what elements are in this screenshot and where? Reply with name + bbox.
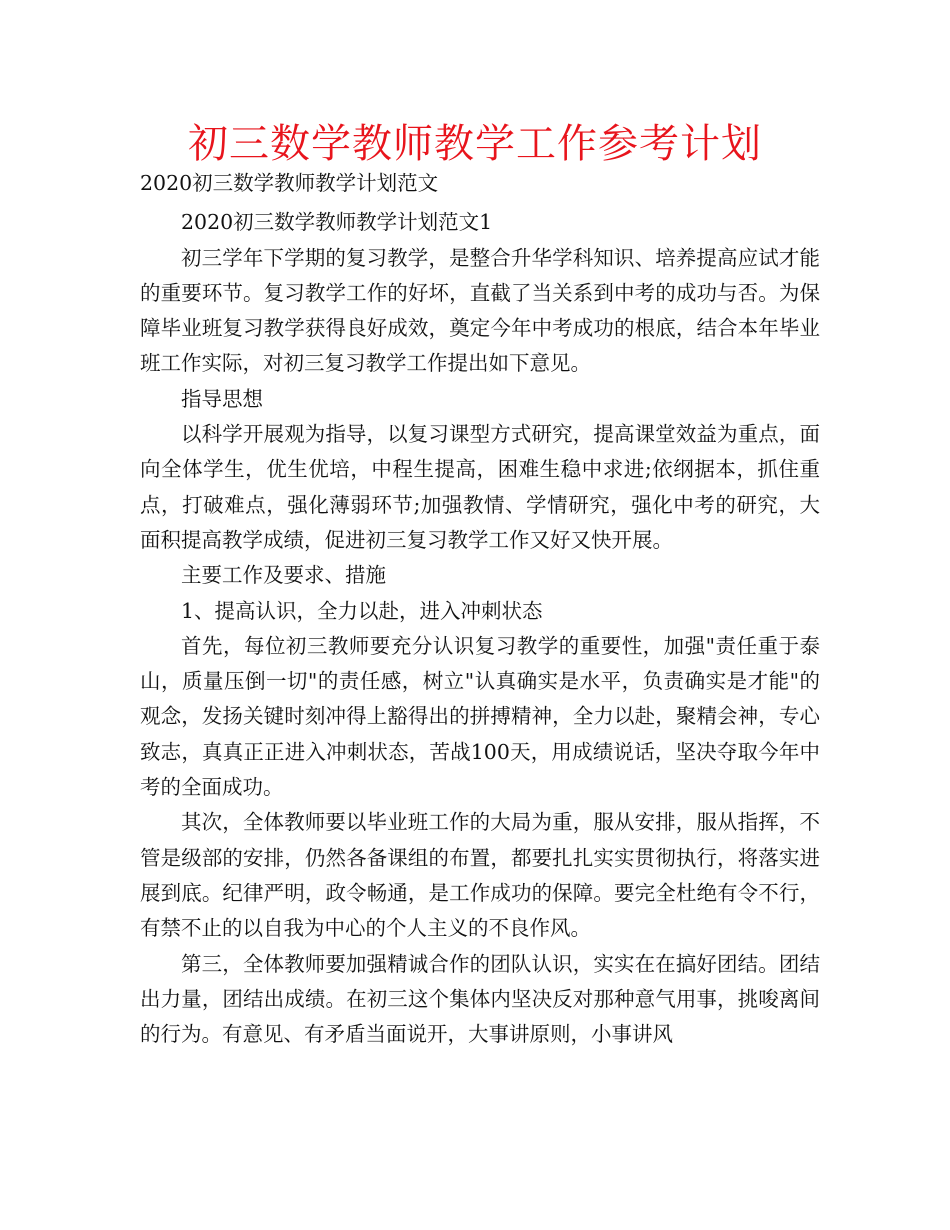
document-subtitle: 2020初三数学教师教学计划范文: [140, 171, 439, 195]
document-body: [140, 166, 820, 1052]
section-heading: 主要工作及要求、措施: [181, 563, 386, 588]
paragraph-first: 首先，每位初三教师要充分认识复习教学的重要性，加强"责任重于泰山，质量压倒一切"的责任感，树立"认真确实是水平，负责确实是才能"的观念，发扬关键时刻冲得上豁得出的拼搏精神，全力以赴，聚精会神，专心致志，真真正正进入冲刺状态，苦战100天，用成绩说话，坚决夺取今年中考的全面成功。: [140, 633, 820, 800]
section-heading: 指导思想: [181, 386, 263, 411]
paragraph-guidance: 以科学开展观为指导，以复习课型方式研究，提高课堂效益为重点，面向全体学生，优生优培，中程生提高，困难生稳中求进;依纲据本，抓住重点，打破难点，强化薄弱环节;加强教情、学情研究，强化中考的研究，大面积提高教学成绩，促进初三复习教学工作又好又快开展。: [140, 422, 820, 552]
document-title: 初三数学教师教学工作参考计划: [188, 121, 762, 167]
paragraph-second: 其次，全体教师要以毕业班工作的大局为重，服从安排，服从指挥，不管是级部的安排，仍然各备课组的布置，都要扎扎实实贯彻执行，将落实进展到底。纪律严明，政令畅通，是工作成功的保障。要完全杜绝有令不行，有禁不止的以自我为中心的个人主义的不良作风。: [140, 810, 820, 941]
paragraph-third: 第三，全体教师要加强精诚合作的团队认识，实实在在搞好团结。团结出力量，团结出成绩。在初三这个集体内坚决反对那种意气用事，挑唆离间的行为。有意见、有矛盾当面说开，大事讲原则，小事讲风: [140, 951, 820, 1047]
paragraph-intro: 初三学年下学期的复习教学，是整合升华学科知识、培养提高应试才能的重要环节。复习教学工作的好坏，直截了当关系到中考的成功与否。为保障毕业班复习教学获得良好成效，奠定今年中考成功的根底，结合本年毕业班工作实际，对初三复习教学工作提出如下意见。: [140, 245, 820, 376]
section-heading: 2020初三数学教师教学计划范文1: [181, 210, 493, 235]
section-heading: 1、提高认识，全力以赴，进入冲刺状态: [181, 598, 543, 623]
